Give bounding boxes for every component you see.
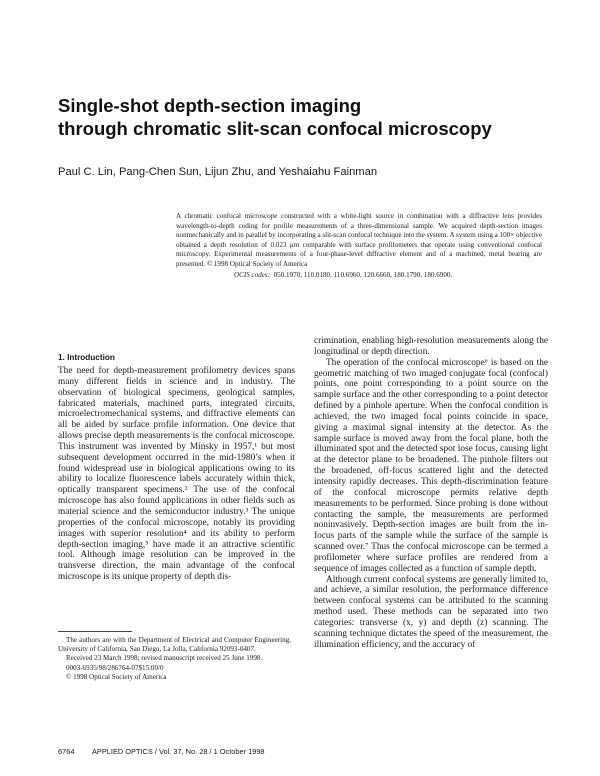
ocis-codes [176,271,542,281]
section-heading: 1. Introduction [58,353,115,362]
ocis-code-list: 050.1970, 110.0180, 110.6960, 120.6660, 180.1790, 180.6900. [273,270,453,279]
footnote-code: 0003-6935/98/286764-07$15.00/0 [66,663,164,672]
footnotes [58,636,291,682]
author-list: Paul C. Lin, Pang-Chen Sun, Lijun Zhu, and Yeshaiahu Fainman [58,166,378,178]
footnote-divider [58,631,132,632]
journal-citation: APPLIED OPTICS / Vol. 37, No. 28 / 1 October 1998 [92,747,265,756]
paragraph: Although current confocal systems are generally limited to, and achieve, a similar resolution, the performance difference between confocal systems can be attributed to the scanning method used. These methods can be separated into two categories: transverse (x, y) and depth (z) scanning. The scanning technique dictates the speed of the measurement, the illumination efficiency, and the accuracy of [314,574,548,650]
footnote-received: Received 23 March 1998; revised manuscript received 25 June 1998. [66,654,263,663]
abstract [176,212,542,280]
ocis-label: OCIS codes: [234,270,271,279]
abstract-text: A chromatic confocal microscope constructed with a white-light source in combination with a diffractive lens provides wavelength-to-depth coding for profile measurements of a three-dimensional sample. We acquired depth-section images nonmechanically and in parallel by incorporating a slit-scan confocal technique into the system. A system using a 100× objective obtained a depth resolution of 0.023 μm comparable with surface profilometers that operate using conventional confocal microscopy. Experimental measurements of a four-phase-level diffractive element and of a machined, metal bearing are presented. © 1998 Optical Society of America [176,212,542,268]
left-column [58,353,295,583]
paragraph: The operation of the confocal microscope⁶ is based on the geometric matching of two imaged conjugate focal (confocal) points, one point corresponding to a point source on the sample surface and the other corresponding to a point detector defined by a pinhole aperture. When the confocal condition is achieved, the two imaged focal points coincide in space, giving a maximal signal intensity at the detector. As the sample surface is moved away from the focal plane, both the illuminated spot and the detected spot lose focus, causing light at the detector plane to be broadened. The pinhole filters out the broadened, off-focus scattered light and the detected intensity rapidly decreases. This depth-discrimination feature of the confocal microscope permits relative depth measurements to be performed. Since probing is done without contacting the sample, the measurements are performed noninvasively. Depth-section images are built from the in-focus parts of the sample while the surface of the sample is scanned over.⁷ Thus the confocal microscope can be termed a profilometer where surface profiles are rendered from a sequence of images collected as a function of sample depth. [314,357,548,574]
paragraph: The need for depth-measurement profilometry devices spans many different fields in science and in industry. The observation of biological specimens, geological samples, fabricated materials, machined parts, integrated circuits, microelectromechanical systems, and diffractive elements can all be aided by surface profile information. One device that allows precise depth measurements is the confocal microscope. This instrument was invented by Minsky in 1957,¹ but most subsequent development occurred in the mid-1980’s when it found widespread use in biological applications owing to its ability to localize fluorescence labels accurately within thick, optically transparent specimens.² The use of the confocal microscope has also found applications in other fields such as material science and the semiconductor industry.³ The unique properties of the confocal microscope, notably its providing images with superior resolution⁴ and its ability to perform depth-section imaging,⁵ have made it an attractive scientific tool. Although image resolution can be improved in the transverse direction, the main advantage of the confocal microscope is its unique property of depth dis- [58,366,295,583]
footnote-affiliation: The authors are with the Department of Electrical and Computer Engineering, University of California, San Diego, La Jolla, California 92093-0407. [58,636,291,654]
right-column [314,336,548,650]
title-line-1: Single-shot depth-section imaging [58,95,362,116]
page-number: 6764 [58,747,75,756]
footnote-copyright: © 1998 Optical Society of America [66,672,167,681]
paragraph: crimination, enabling high-resolution measurements along the longitudinal or depth direction. [314,336,548,357]
page-footer [58,747,548,757]
paper-title [58,94,558,140]
title-line-2: through chromatic slit-scan confocal microscopy [58,118,492,139]
